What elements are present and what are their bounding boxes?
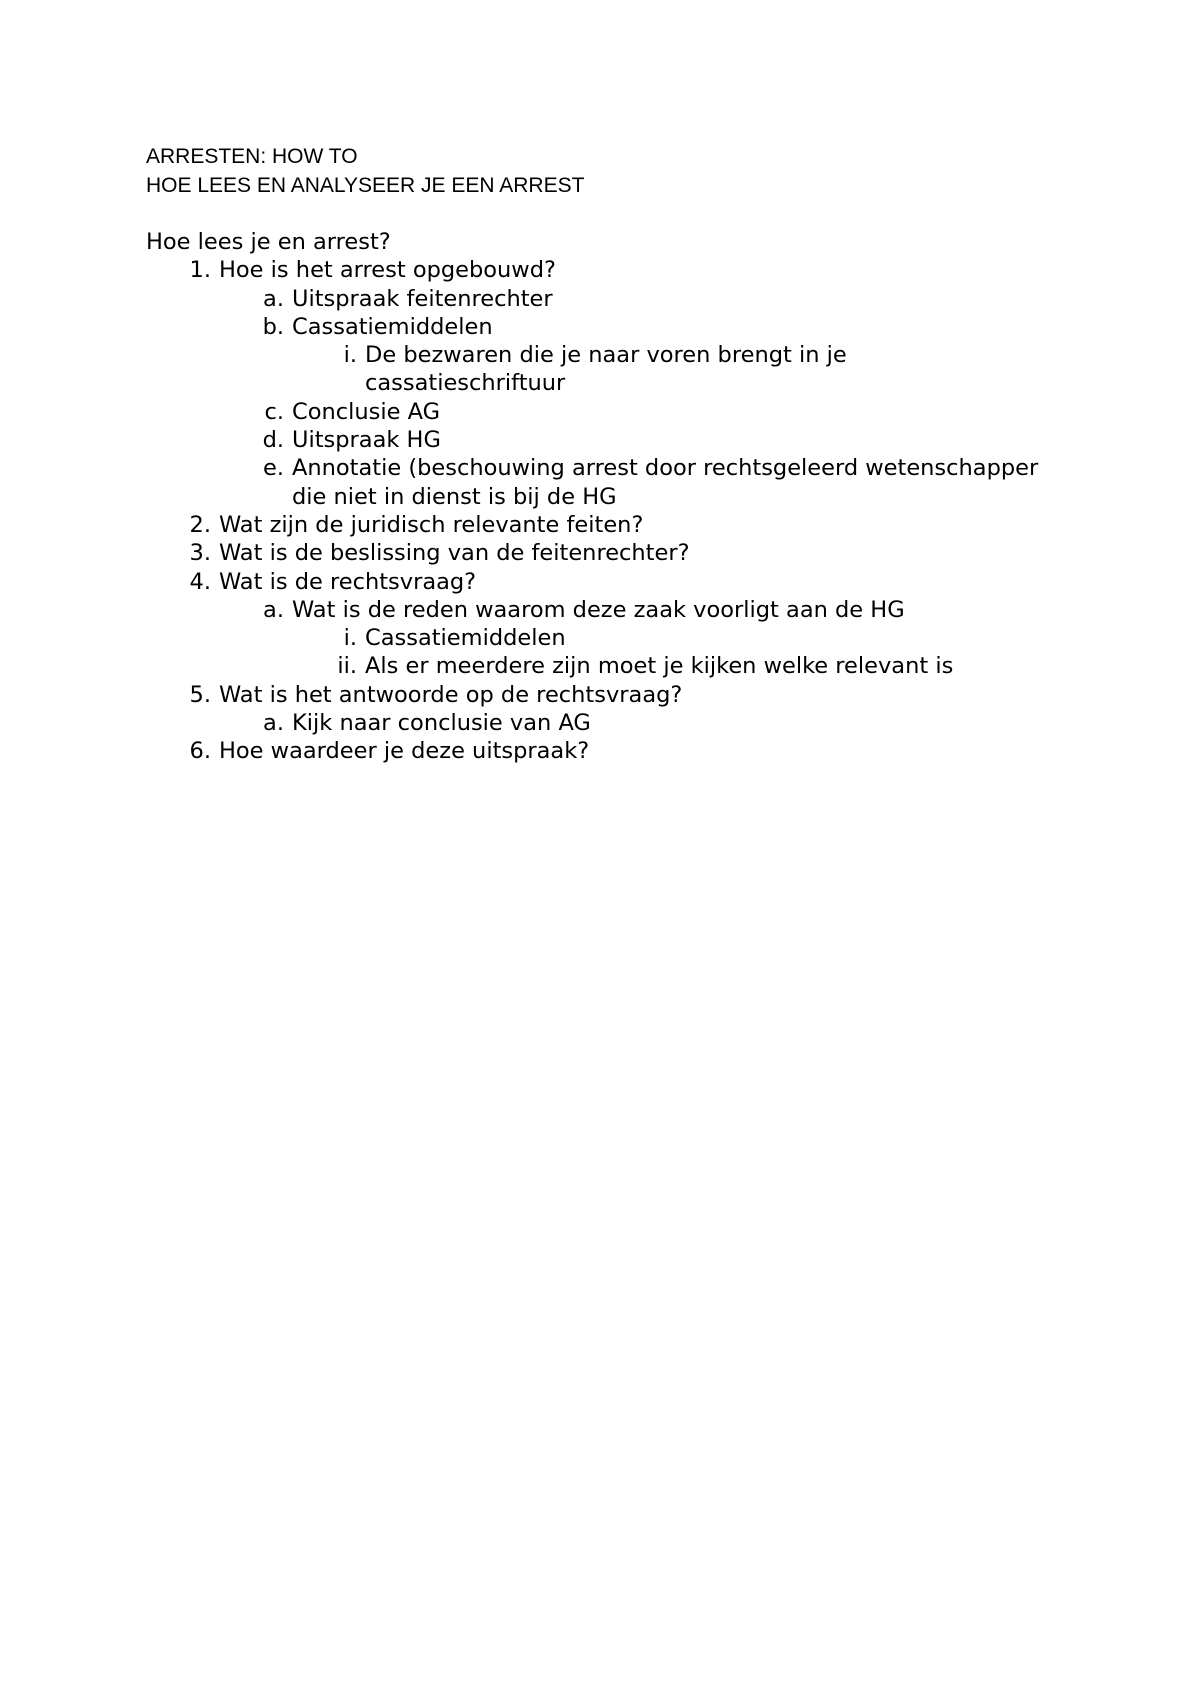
list-marker: i. bbox=[343, 342, 357, 369]
section-question: Hoe lees je en arrest? bbox=[146, 229, 391, 255]
list-item-text: Annotatie (beschouwing arrest door rechtsgeleerd wetenschapper die niet in dienst is bij de HG bbox=[292, 455, 1039, 510]
list-item-1c bbox=[146, 398, 1046, 426]
list-item-text: Als er meerdere zijn moet je kijken welke relevant is bbox=[365, 653, 954, 680]
list-item-text: Conclusie AG bbox=[292, 398, 441, 425]
list-marker: 3. bbox=[189, 540, 211, 567]
list-marker: e. bbox=[263, 455, 284, 482]
list-item-1b bbox=[146, 313, 1046, 341]
list-item-6 bbox=[146, 737, 1046, 765]
list-item-1d bbox=[146, 426, 1046, 454]
list-item-text: Uitspraak HG bbox=[292, 427, 441, 454]
list-marker: a. bbox=[263, 285, 284, 312]
blank-line bbox=[146, 200, 1046, 228]
list-item-text: Cassatiemiddelen bbox=[292, 313, 493, 340]
list-marker: 2. bbox=[189, 511, 211, 538]
list-item-text: Wat zijn de juridisch relevante feiten? bbox=[219, 511, 644, 538]
list-item-text: Wat is het antwoorde op de rechtsvraag? bbox=[219, 681, 683, 708]
list-marker: 4. bbox=[189, 568, 211, 595]
list-item-1 bbox=[146, 256, 1046, 284]
document-title-line-2: HOE LEES EN ANALYSEER JE EEN ARREST bbox=[146, 174, 585, 197]
list-item-1a bbox=[146, 285, 1046, 313]
document-title-line-1: ARRESTEN: HOW TO bbox=[146, 145, 358, 168]
list-item-text: Hoe is het arrest opgebouwd? bbox=[219, 257, 556, 284]
list-item-5 bbox=[146, 681, 1046, 709]
list-item-text: Wat is de rechtsvraag? bbox=[219, 568, 477, 595]
outline-list bbox=[146, 256, 1046, 765]
list-marker: b. bbox=[262, 313, 284, 340]
list-item-1b-i bbox=[146, 341, 1046, 398]
list-item-text: Hoe waardeer je deze uitspraak? bbox=[219, 738, 590, 765]
list-item-text: Wat is de reden waarom deze zaak voorligt aan de HG bbox=[292, 596, 905, 623]
list-item-3 bbox=[146, 539, 1046, 567]
list-item-text: Kijk naar conclusie van AG bbox=[292, 710, 591, 737]
list-item-4a-ii bbox=[146, 652, 1046, 680]
list-item-text: De bezwaren die je naar voren brengt in je cassatieschriftuur bbox=[365, 342, 847, 397]
list-marker: 6. bbox=[189, 738, 211, 765]
list-item-1e bbox=[146, 454, 1046, 511]
list-item-text: Cassatiemiddelen bbox=[365, 625, 566, 652]
list-item-5a bbox=[146, 709, 1046, 737]
list-item-4a bbox=[146, 596, 1046, 624]
list-item-4a-i bbox=[146, 624, 1046, 652]
list-marker: i. bbox=[343, 625, 357, 652]
list-marker: a. bbox=[263, 710, 284, 737]
list-item-text: Wat is de beslissing van de feitenrechter? bbox=[219, 540, 690, 567]
document-content bbox=[146, 142, 1046, 766]
list-marker: c. bbox=[264, 398, 284, 425]
list-marker: d. bbox=[262, 427, 284, 454]
list-item-2 bbox=[146, 511, 1046, 539]
list-item-text: Uitspraak feitenrechter bbox=[292, 285, 553, 312]
list-marker: a. bbox=[263, 596, 284, 623]
list-marker: ii. bbox=[337, 653, 357, 680]
list-marker: 1. bbox=[189, 257, 211, 284]
list-item-4 bbox=[146, 568, 1046, 596]
list-marker: 5. bbox=[189, 681, 211, 708]
